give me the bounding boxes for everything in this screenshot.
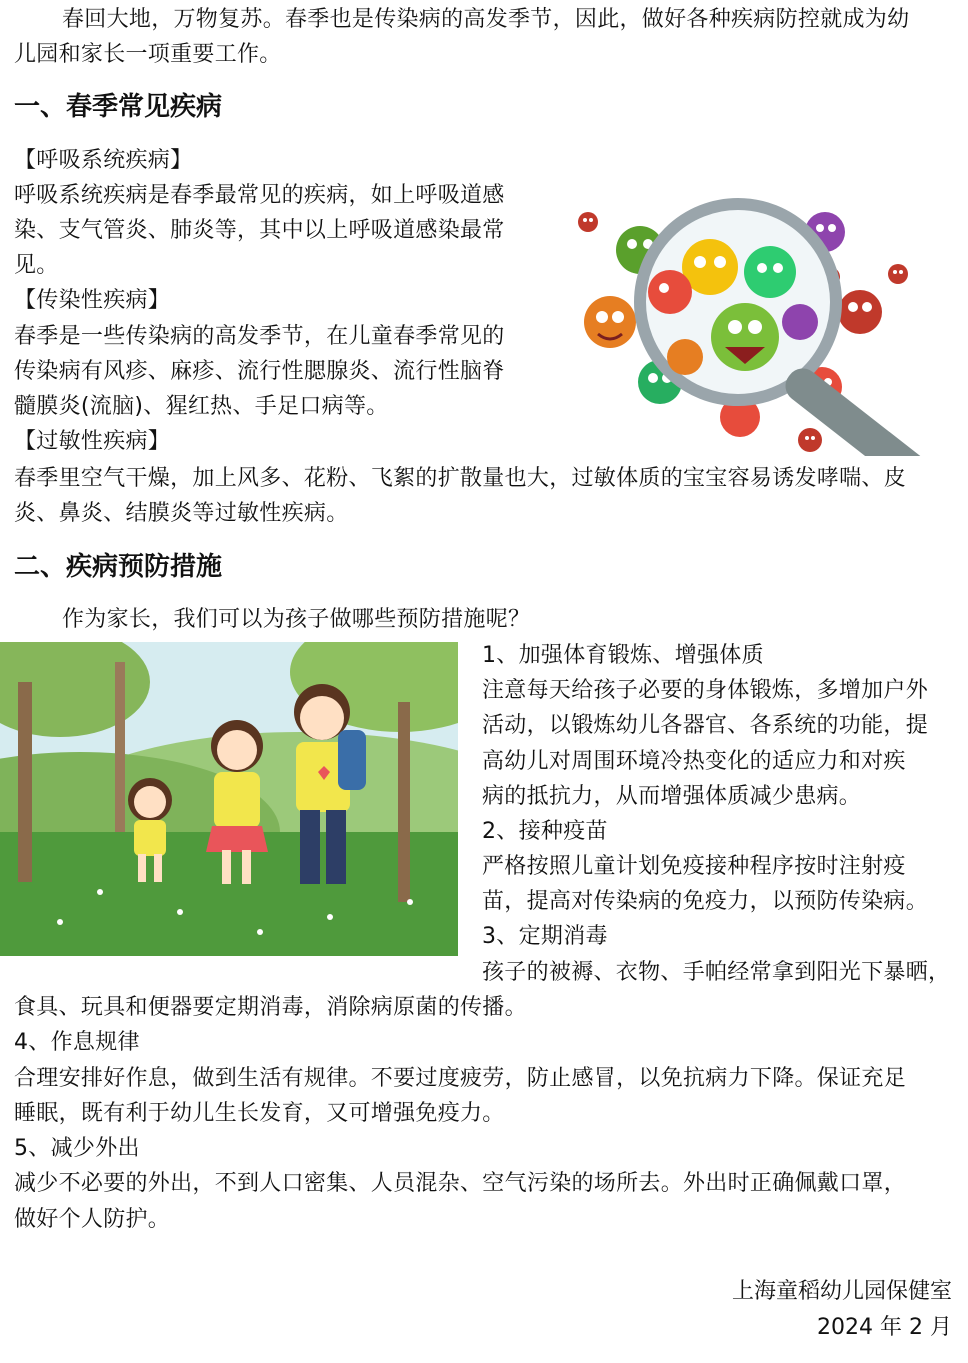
paragraph-line: 高幼儿对周围环境冷热变化的适应力和对疾 — [482, 749, 906, 774]
germs-illustration — [570, 192, 968, 456]
paragraph-line: 减少不必要的外出，不到人口密集、人员混杂、空气污染的场所去。外出时正确佩戴口罩， — [14, 1171, 907, 1196]
signature-date: 2024 年 2 月 — [817, 1315, 952, 1340]
paragraph-line: 春季里空气干燥，加上风多、花粉、飞絮的扩散量也大，过敏体质的宝宝容易诱发哮喘、皮 — [14, 466, 907, 491]
section2-heading: 二、疾病预防措施 — [14, 552, 223, 582]
paragraph-line: 染、支气管炎、肺炎等，其中以上呼吸道感染最常 — [14, 218, 505, 243]
paragraph-line: 见。 — [14, 253, 59, 278]
measure-3-title: 3、定期消毒 — [482, 924, 608, 949]
paragraph-line: 睡眠，既有利于幼儿生长发育，又可增强免疫力。 — [14, 1101, 505, 1126]
signature-org: 上海童稻幼儿园保健室 — [731, 1279, 952, 1304]
subheading-allergic: 【过敏性疾病】 — [14, 429, 171, 454]
paragraph-line: 苗，提高对传染病的免疫力，以预防传染病。 — [482, 889, 929, 914]
paragraph-line: 孩子的被褥、衣物、手帕经常拿到阳光下暴晒， — [482, 960, 951, 985]
family-illustration — [0, 642, 458, 956]
measure-5-title: 5、减少外出 — [14, 1136, 140, 1161]
paragraph-line: 活动，以锻炼幼儿各器官、各系统的功能，提 — [482, 713, 929, 738]
magnifier-icon — [640, 204, 950, 456]
section1-heading: 一、春季常见疾病 — [14, 92, 223, 122]
section2-intro: 作为家长，我们可以为孩子做哪些预防措施呢？ — [62, 607, 531, 632]
paragraph-line: 传染病有风疹、麻疹、流行性腮腺炎、流行性脑脊 — [14, 359, 505, 384]
paragraph-line: 髓膜炎(流脑)、猩红热、手足口病等。 — [14, 394, 389, 419]
paragraph-line: 春季是一些传染病的高发季节，在儿童春季常见的 — [14, 324, 505, 349]
measure-2-title: 2、接种疫苗 — [482, 819, 608, 844]
paragraph-line: 呼吸系统疾病是春季最常见的疾病，如上呼吸道感 — [14, 183, 505, 208]
paragraph-line: 注意每天给孩子必要的身体锻炼，多增加户外 — [482, 678, 929, 703]
measure-1-title: 1、加强体育锻炼、增强体质 — [482, 643, 764, 668]
paragraph-line: 炎、鼻炎、结膜炎等过敏性疾病。 — [14, 501, 349, 526]
paragraph-line: 病的抵抗力，从而增强体质减少患病。 — [482, 784, 862, 809]
intro-line-2: 儿园和家长一项重要工作。 — [14, 42, 282, 67]
intro-line-1: 春回大地，万物复苏。春季也是传染病的高发季节，因此，做好各种疾病防控就成为幼 — [62, 7, 910, 32]
subheading-respiratory: 【呼吸系统疾病】 — [14, 148, 193, 173]
paragraph-line: 做好个人防护。 — [14, 1207, 171, 1232]
measure-4-title: 4、作息规律 — [14, 1030, 140, 1055]
subheading-infectious: 【传染性疾病】 — [14, 288, 171, 313]
paragraph-line: 严格按照儿童计划免疫接种程序按时注射疫 — [482, 854, 906, 879]
paragraph-line: 食具、玩具和便器要定期消毒，消除病原菌的传播。 — [14, 995, 527, 1020]
paragraph-line: 合理安排好作息，做到生活有规律。不要过度疲劳，防止感冒，以免抗病力下降。保证充足 — [14, 1066, 907, 1091]
